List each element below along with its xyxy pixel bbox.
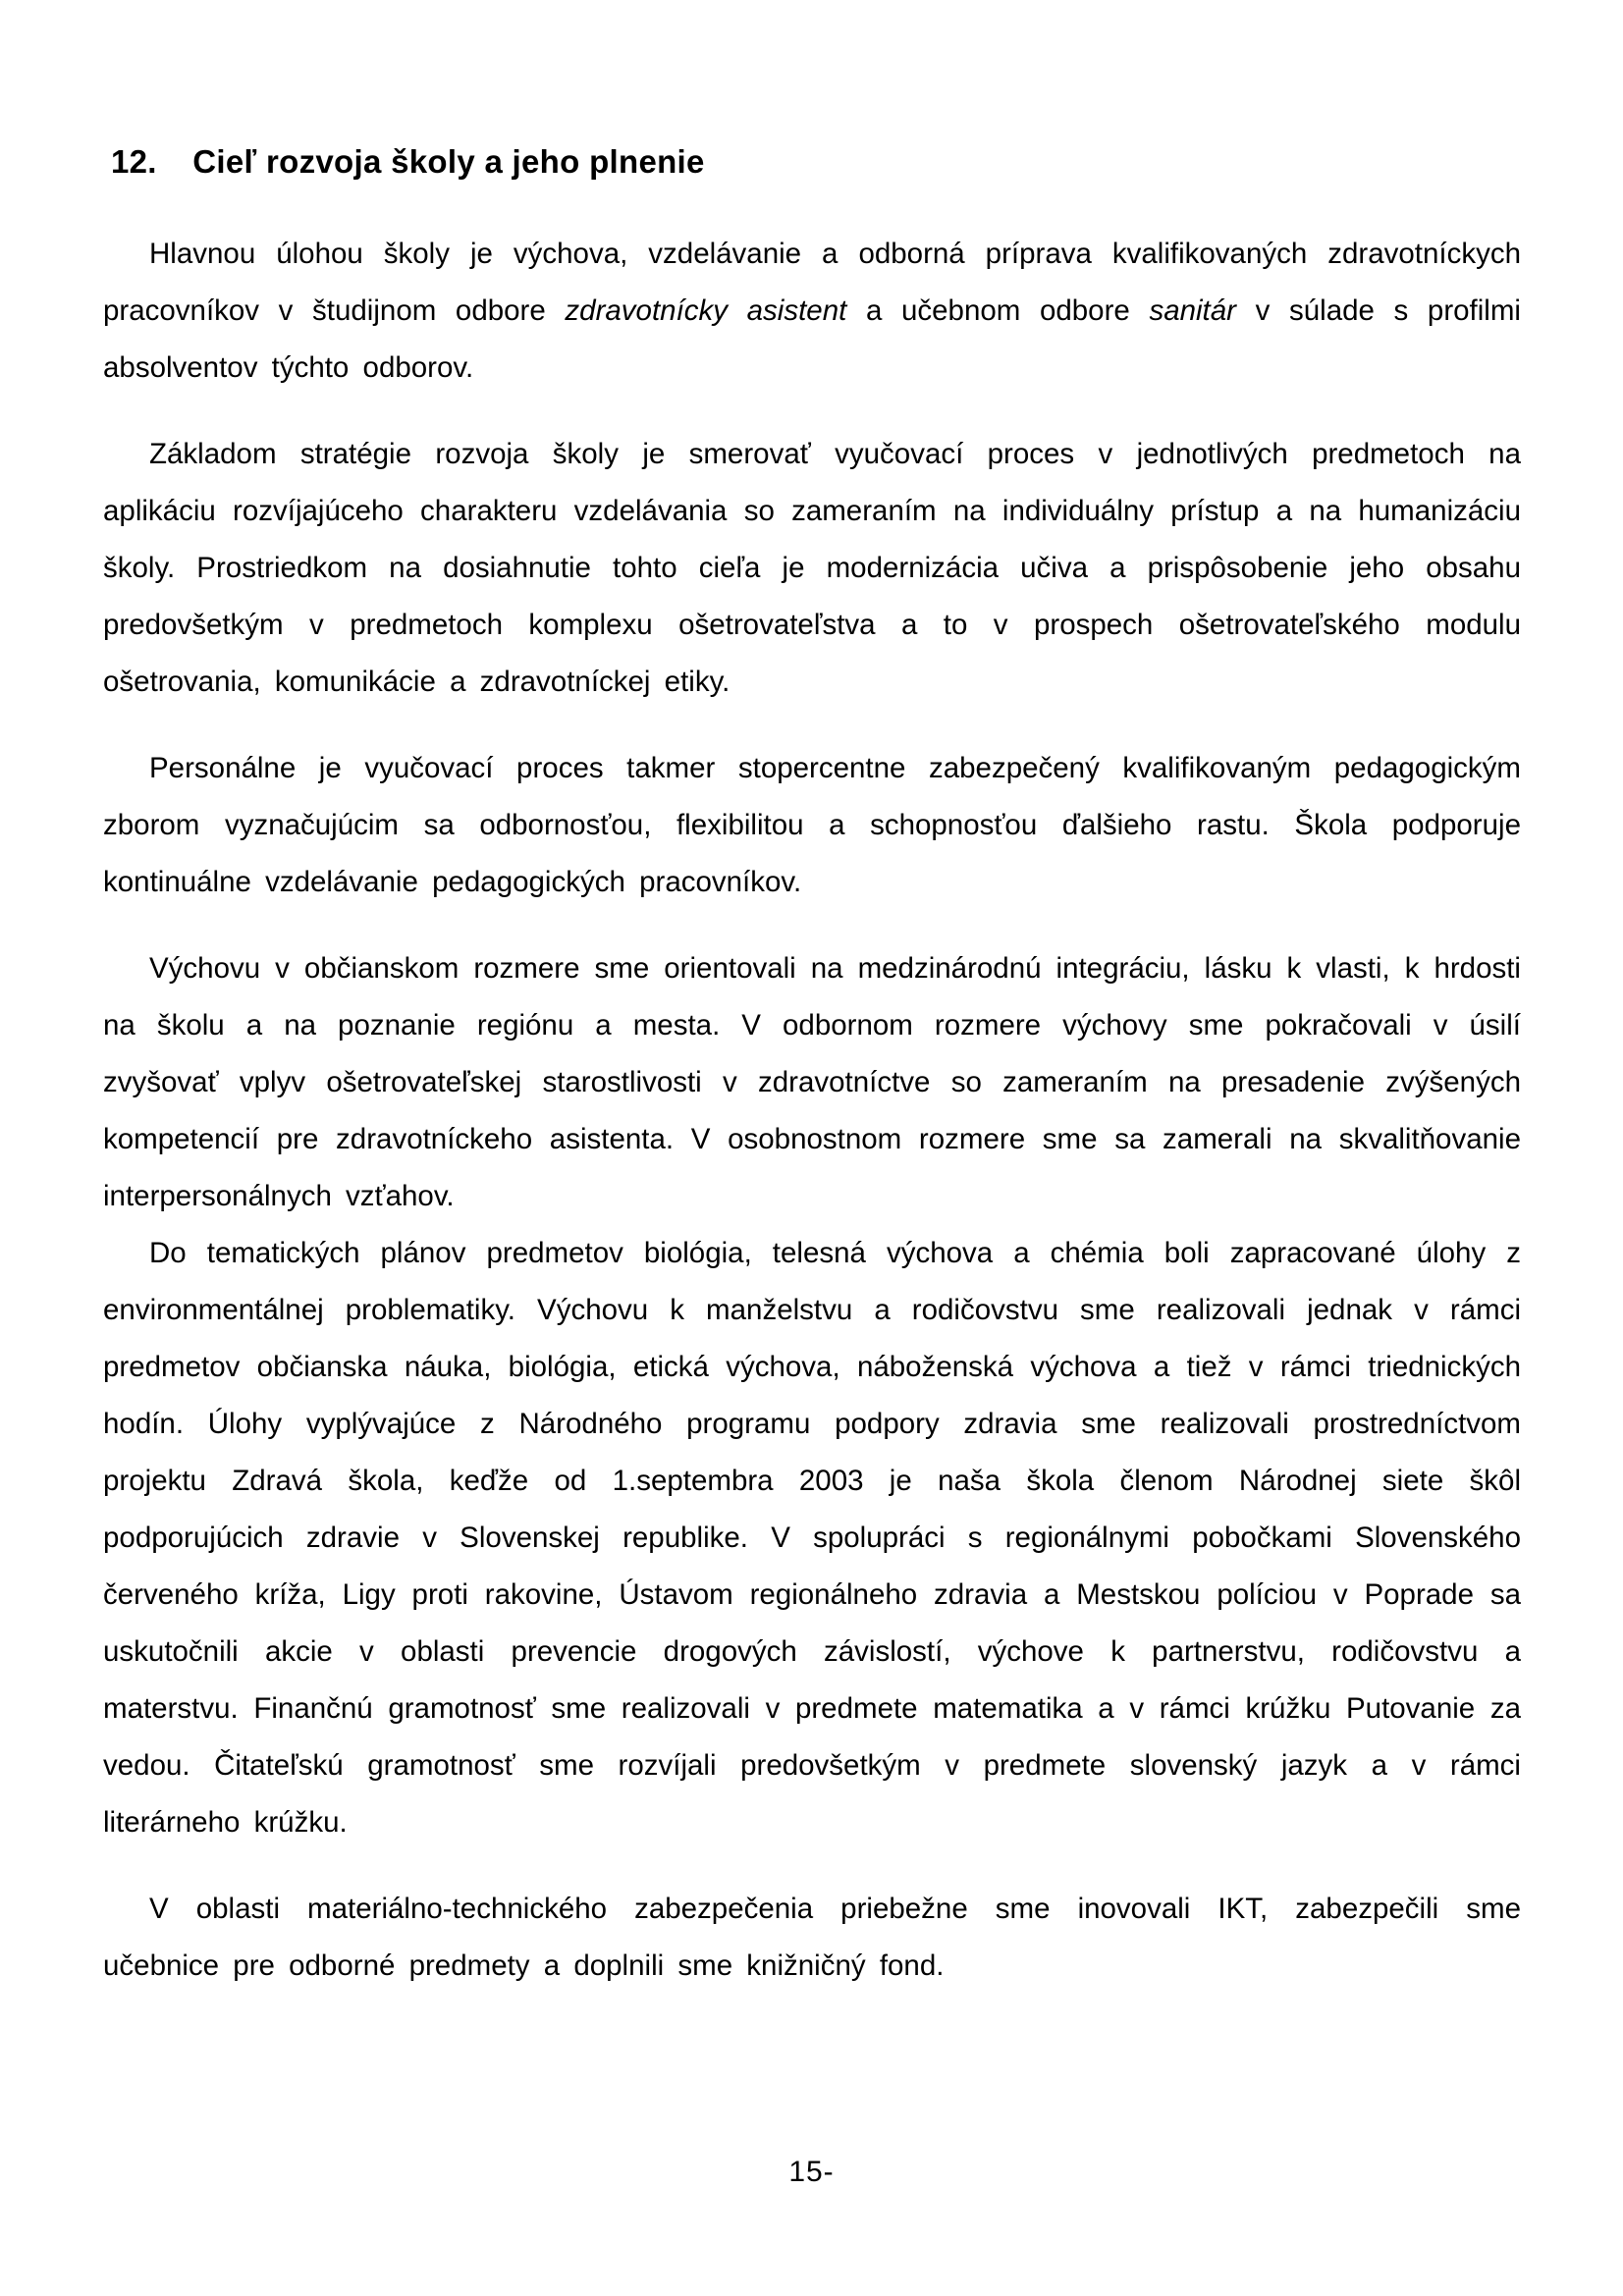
paragraph-text: Výchovu v občianskom rozmere sme orientovali na medzinárodnú integráciu, lásku k vlasti, k hrdosti na školu a na poznanie regiónu a mesta. V odbornom rozmere výchovy sme pokračovali v úsilí zvyšovať vplyv ošetrovateľskej starostlivosti v zdravotníctve so zameraním na presadenie zvýšených kompetencií pre zdravotníckeho asistenta. V osobnostnom rozmere sme sa zamerali na skvalitňovanie interpersonálnych vzťahov. — [103, 952, 1521, 1212]
heading-number: 12. — [111, 143, 157, 180]
paragraph-text: Hlavnou úlohou školy je výchova, vzdelávanie a odborná príprava kvalifikovaných zdravotníckych pracovníkov v študijnom odbore — [103, 238, 1521, 327]
page-number: 15- — [788, 2156, 835, 2188]
paragraph-text: v súlade s profilmi absolventov týchto odborov. — [103, 294, 1521, 384]
italic-term-zdravotnicky-asistent: zdravotnícky asistent — [565, 294, 847, 327]
paragraph-main-task — [103, 226, 1521, 397]
paragraph-strategy — [103, 426, 1521, 711]
heading-title: Cieľ rozvoja školy a jeho plnenie — [192, 143, 705, 180]
paragraph-text: Personálne je vyučovací proces takmer stopercentne zabezpečený kvalifikovaným pedagogickým zborom vyznačujúcim sa odbornosťou, flexibilitou a schopnosťou ďalšieho rastu. Škola podporuje kontinuálne vzdelávanie pedagogických pracovníkov. — [103, 752, 1521, 898]
paragraph-personnel — [103, 740, 1521, 911]
paragraph-thematic-plans — [103, 1225, 1521, 1851]
paragraph-civic-education — [103, 940, 1521, 1225]
italic-term-sanitar: sanitár — [1149, 294, 1236, 327]
paragraph-material-technical — [103, 1881, 1521, 1995]
paragraph-text: a učebnom odbore — [846, 294, 1150, 327]
paragraph-text: Základom stratégie rozvoja školy je smerovať vyučovací proces v jednotlivých predmetoch na aplikáciu rozvíjajúceho charakteru vzdelávania so zameraním na individuálny prístup a na humanizáciu školy. Prostriedkom na dosiahnutie tohto cieľa je modernizácia učiva a prispôsobenie jeho obsahu predovšetkým v predmetoch komplexu ošetrovateľstva a to v prospech ošetrovateľského modulu ošetrovania, komunikácie a zdravotníckej etiky. — [103, 438, 1521, 698]
section-heading — [111, 143, 1521, 181]
paragraph-text: V oblasti materiálno-technického zabezpečenia priebežne sme inovovali IKT, zabezpečili sme učebnice pre odborné predmety a doplnili sme knižničný fond. — [103, 1893, 1521, 1982]
paragraph-text: Do tematických plánov predmetov biológia, telesná výchova a chémia boli zapracované úlohy z environmentálnej problematiky. Výchovu k manželstvu a rodičovstvu sme realizovali jednak v rámci predmetov občianska náuka, biológia, etická výchova, náboženská výchova a tiež v rámci triednických hodín. Úlohy vyplývajúce z Národného programu podpory zdravia sme realizovali prostredníctvom projektu Zdravá škola, keďže od 1.septembra 2003 je naša škola členom Národnej siete škôl podporujúcich zdravie v Slovenskej republike. V spolupráci s regionálnymi pobočkami Slovenského červeného kríža, Ligy proti rakovine, Ústavom regionálneho zdravia a Mestskou políciou v Poprade sa uskutočnili akcie v oblasti prevencie drogových závislostí, výchove k partnerstvu, rodičovstvu a materstvu. Finančnú gramotnosť sme realizovali v predmete matematika a v rámci krúžku Putovanie za vedou. Čitateľskú gramotnosť sme rozvíjali predovšetkým v predmete slovenský jazyk a v rámci literárneho krúžku. — [103, 1237, 1521, 1839]
